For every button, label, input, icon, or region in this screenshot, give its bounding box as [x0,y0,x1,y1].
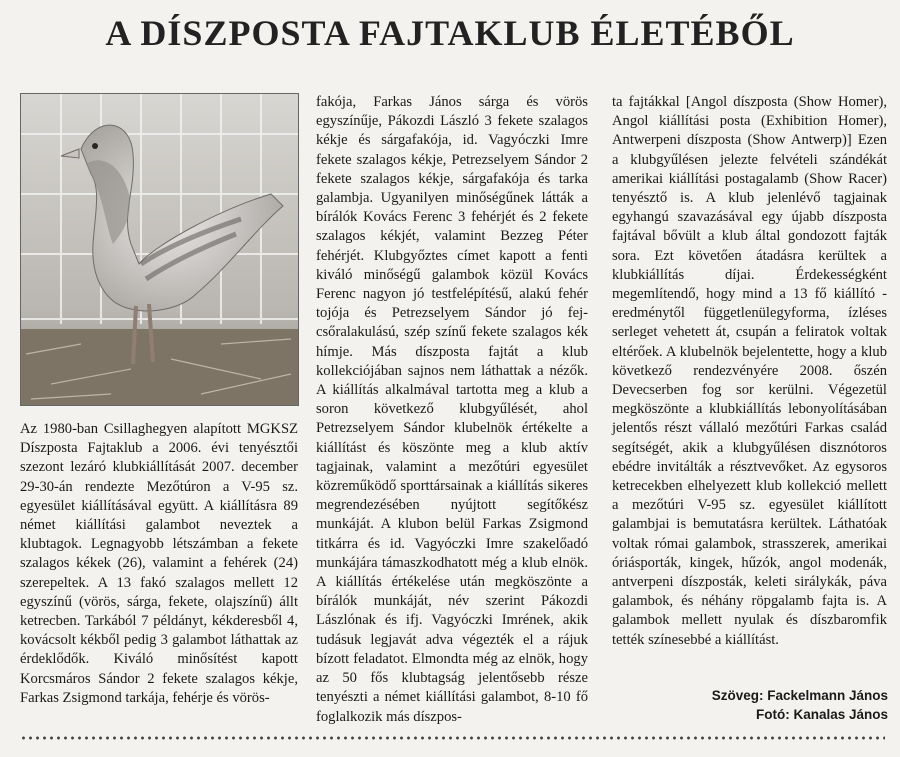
article-column-3 [612,93,887,693]
pigeon-photo-illustration [21,94,298,405]
article-credits [712,686,888,724]
article-title: A DÍSZPOSTA FAJTAKLUB ÉLETÉBŐL [105,13,795,53]
photo-credit: Fotó: Kanalas János [755,707,888,722]
column-1-text: Az 1980-ban Csillaghegyen alapított MGKSZ Díszposta Fajtaklub a 2006. évi tenyésztői szezont lezáró klubkiállítását 2007. december 29-30-án rendezte Mezőtúron a V-95 sz. egyesület kiállításával együtt. A kiállításra 89 német kiállítási galambot neveztek a klubtagok. Legnagyobb létszámban a fekete szalagos kékek (26), valamint a fehérek (24) szerepeltek. A 13 fakó szalagos mellett 12 egyszínű (vörös, sárga, fekete, olajszínű) állt ketrecben. Tarkából 7 példányt, kékderesből 4, kovácsolt kékből pedig 3 galambot láthattak az érdeklődők. Kiváló minősítést kapott Korcsmáros Sándor 2 fekete szalagos kékje, Farkas Zsigmond tarkája, fehérje és vörös- [20,421,298,706]
column-3-text: ta fajtákkal [Angol díszposta (Show Homer), Angol kiállítási posta (Exhibition Homer), Antwerpeni díszposta (Show Antwerp)] Ezen a klubgyűlésen jelezte felvételi szándékát amerikai kiállítási postagalamb (Show Racer) tenyésztő is. A klub jelenlévő tagjainak egyhangú szavazásával egy újabb díszposta fajtával bővült a klub által gondozott fajták sora. Ezt követően átadásra kerültek a klubkiállítás díjai. Érdekességként megemlítendő, hogy mind a 13 fő kiállító -eredménytől függetlenülegyforma, ízléses serleget vehetett át, csupán a feliratok voltak eltérőek. A klubelnök bejelentette, hogy a klub következő rendezvényére 2008. őszén Devecserben fog sor kerülni. Végezetül megköszönte a klubkiállítás lebonyolításában jelentős részt vállaló mezőtúri Farkas család segítségét, akik a klubgyűlésen disznótoros ebédre invitálták a résztvevőket. Az egysoros ketrecekben elhelyezett klub kollekció mellett a mezőtúri V-95 sz. egyesület kiállított galambjai is bemutatásra kerültek. Láthatóak voltak római galambok, strasszerek, amerikai óriásporták, kingek, hűzók, angol modenák, antverpeni díszposták, keleti sirálykák, páva galambok, és néhány röpgalamb fajta is. A galambok mellett nyulak és díszbaromfik tették színesebbé a kiállítást. [612,94,887,648]
text-credit: Szöveg: Fackelmann János [711,688,888,703]
article-column-1 [20,420,298,730]
column-2-text: fakója, Farkas János sárga és vörös egyszínűje, Pákozdi László 3 fekete szalagos kékje és sárgafakója, id. Vagyóczki Imre fekete szalagos kékje, Petrezselyem Sándor 2 fekete szalagos kékje, sárgafakója és tarka galambja. Ugyanilyen minőségűnek látták a bírálók Kovács Ferenc 3 fehérjét és 2 fekete szalagos kékjét, valamint Bezzeg Péter fehérjét. Klubgyőztes címet kapott a fenti kiváló minőségű galambok közül Kovács Ferenc nagyon jó testfelépítésű, alakú fehér tojója és Petrezselyem Sándor jó fej- csőralakulású, szép színű fekete szalagos kék hímje. Más díszposta fajtát a klub kollekciójában sajnos nem láthattak a nézők. A kiállítás alkalmával tartotta meg a klub a soron következő klubgyűlését, ahol Petrezselyem Sándor klubelnök értékelte a kiállítást és köszönte meg a klub aktív tagjainak, valamint a mezőtúri egyesület közreműködő sporttársainak a kiállítás sikeres megrendezésében nyújtott segítőkész munkáját. A klubon belül Farkas Zsigmond titkárra és id. Vagyóczki Imre szakelőadó munkájára támaszkodhatott még a klub elnök. A kiállítás értékelése után megköszönte a bírálók munkáját, név szerint Pákozdi Lászlónak és ifj. Vagyóczki Imrének, akik tudásuk legjavát adva végezték el a rájuk bízott feladatot. Elmondta még az elnök, hogy az 50 fős klubtagság jelentősebb része tenyészti a német kiállítási galambot, 8-10 fő foglalkozik más díszpos- [316,94,588,725]
article-column-2 [316,93,588,733]
pigeon-photo [20,93,299,406]
dotted-divider [20,735,885,741]
